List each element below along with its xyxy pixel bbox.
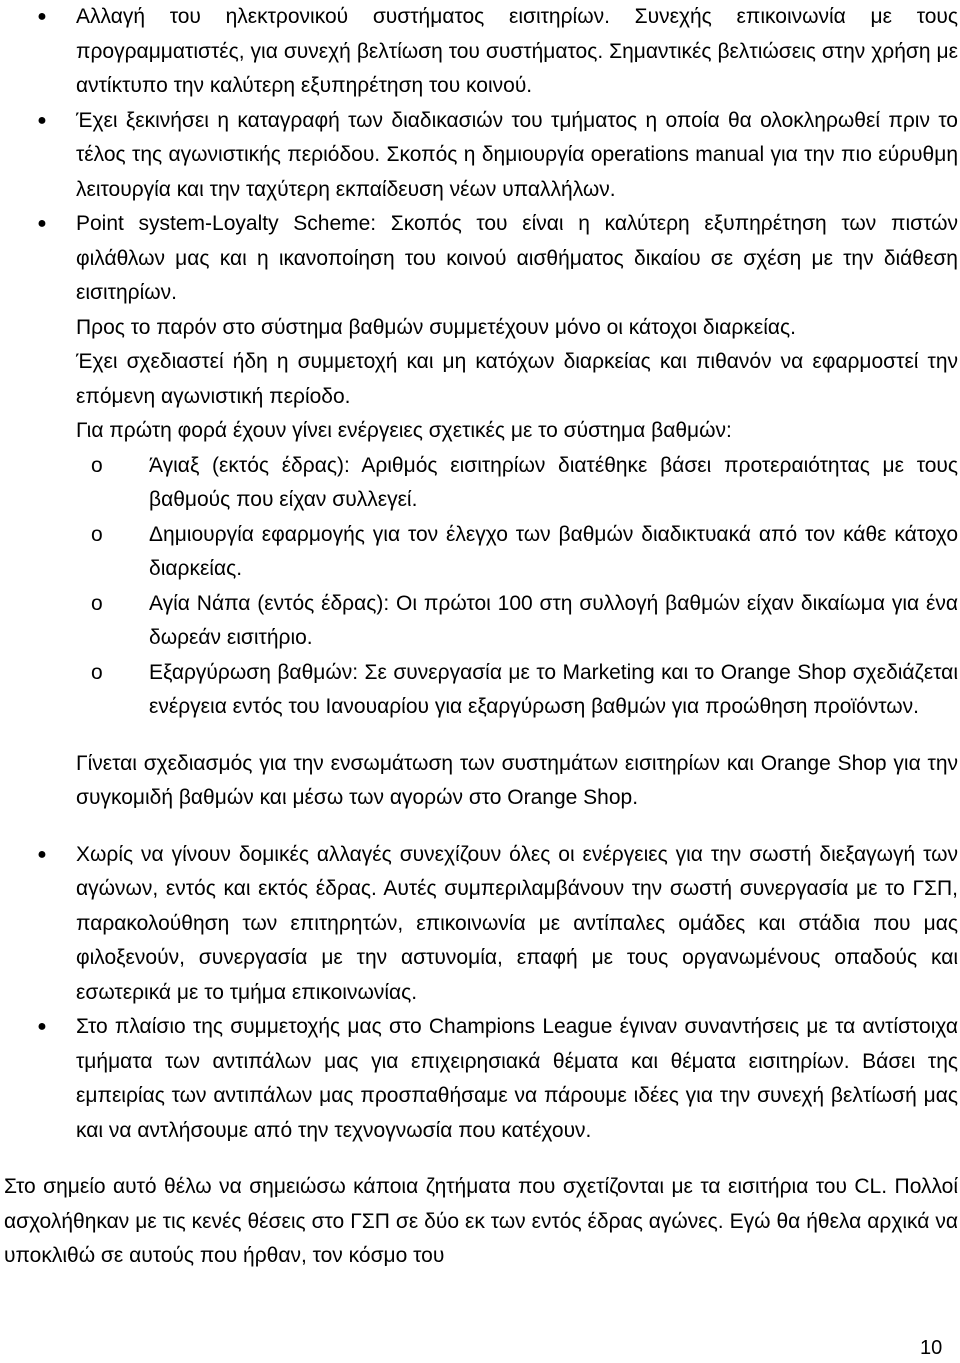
bullet-text: Αλλαγή του ηλεκτρονικού συστήματος εισιτηρίων. Συνεχής επικοινωνία με τους προγραμματιστές, για συνεχή βελτίωση του συστήματος. Σημαντικές βελτιώσεις στην χρήση με αντίκτυπο την καλύτερη εξυπηρέτηση του κοινού. (76, 5, 958, 97)
loyalty-paragraph: Για πρώτη φορά έχουν γίνει ενέργειες σχετικές με το σύστημα βαθμών: (76, 419, 732, 442)
bullet-text: Point system-Loyalty Scheme: Σκοπός του είναι η καλύτερη εξυπηρέτηση των πιστών φιλάθλων μας και η ικανοποίηση του κοινού αισθήματος δικαίου σε σχέση με την διάθεση εισιτηρίων. (76, 212, 958, 304)
bullet-icon: ● (37, 8, 47, 25)
bullet-item-loyalty-scheme (4, 207, 958, 311)
bullet-icon: ● (37, 111, 47, 129)
spacer (4, 1148, 958, 1170)
bullet-item-champions-league (4, 1010, 958, 1148)
bullet-icon: ● (37, 215, 47, 232)
sub-item-points-app (4, 518, 958, 587)
closing-paragraph: Στο σημείο αυτό θέλω να σημειώσω κάποια ζητήματα που σχετίζονται με τα εισιτήρια του CL. Πολλοί ασχολήθηκαν με τις κενές θέσεις στο ΓΣΠ σε δύο εκ των εντός έδρας αγώνες. Εγώ θα ήθελα αρχικά να υποκλιθώ σε αυτούς που ήρθαν, τον κόσμο του (4, 1175, 958, 1267)
sub-item-text: Αγία Νάπα (εντός έδρας): Οι πρώτοι 100 στη συλλογή βαθμών είχαν δικαίωμα για ένα δωρεάν εισιτήριο. (149, 591, 958, 649)
bullet-item-match-operations (4, 838, 958, 1011)
sub-item-redemption (4, 656, 958, 725)
bullet-icon: ● (37, 845, 47, 863)
bullet-item-procedures (4, 104, 958, 208)
loyalty-paragraph: Προς το παρόν στο σύστημα βαθμών συμμετέχουν μόνο οι κάτοχοι διαρκείας. (76, 315, 796, 339)
bullet-text: Έχει ξεκινήσει η καταγραφή των διαδικασιών του τμήματος η οποία θα ολοκληρωθεί πριν το τέλος της αγωνιστικής περιόδου. Σκοπός η δημιουργία operations manual για την πιο εύρυθμη λειτουργία και την ταχύτερη εκπαίδευση νέων υπαλλήλων. (76, 108, 958, 201)
page-number: 10 (920, 1337, 943, 1359)
spacer (4, 725, 958, 747)
sub-item-ayia-napa (4, 587, 958, 656)
sub-item-text: Δημιουργία εφαρμογής για τον έλεγχο των βαθμών διαδικτυακά από τον κάθε κάτοχο διαρκείας. (149, 522, 958, 580)
sub-bullet-icon: o (91, 522, 103, 546)
sub-item-text: Εξαργύρωση βαθμών: Σε συνεργασία με το Marketing και το Orange Shop σχεδιάζεται ενέργεια εντός του Ιανουαρίου για εξαργύρωση βαθμών για προώθηση προϊόντων. (149, 660, 958, 718)
bullet-icon: ● (37, 1018, 47, 1035)
integration-paragraph: Γίνεται σχεδιασμός για την ενσωμάτωση των συστημάτων εισιτηρίων και Orange Shop για την συγκομιδή βαθμών και μέσω των αγορών στο Orange Shop. (76, 751, 958, 809)
sub-item-text: Άγιαξ (εκτός έδρας): Αριθμός εισιτηρίων διατέθηκε βάσει προτεραιότητας με τους βαθμούς που είχαν συλλεγεί. (149, 453, 958, 511)
bullet-text: Χωρίς να γίνουν δομικές αλλαγές συνεχίζουν όλες οι ενέργειες για την σωστή διεξαγωγή των αγώνων, εντός και εκτός έδρας. Αυτές συμπεριλαμβάνουν την σωστή συνεργασία με το ΓΣΠ, παρακολούθηση των επιτηρητών, επικοινωνία με αντίπαλες ομάδες και στάδια που μας φιλοξενούν, συνεργασία με την αστυνομία, επαφή με τους οργανωμένους οπαδούς και εσωτερικά με το τμήμα επικοινωνίας. (76, 842, 958, 1004)
sub-item-ajax (4, 449, 958, 518)
sub-bullet-icon: o (91, 591, 103, 615)
loyalty-paragraph: Έχει σχεδιαστεί ήδη η συμμετοχή και μη κατόχων διαρκείας και πιθανόν να εφαρμοστεί την επόμενη αγωνιστική περίοδο. (76, 350, 958, 408)
sub-bullet-icon: o (91, 660, 103, 684)
spacer (4, 816, 958, 838)
bullet-text: Στο πλαίσιο της συμμετοχής μας στο Champions League έγιναν συναντήσεις με τα αντίστοιχα τμήματα των αντιπάλων μας για επιχειρησιακά θέματα και θέματα εισιτηρίων. Βάσει της εμπειρίας των αντιπάλων μας προσπαθήσαμε να πάρουμε ιδέες για την συνεχή βελτίωσή μας και να αντλήσουμε από την τεχνογνωσία που κατέχουν. (76, 1015, 958, 1142)
sub-bullet-icon: o (91, 453, 103, 477)
page-content (4, 0, 958, 1274)
bullet-item-ticketing-system (4, 0, 958, 104)
